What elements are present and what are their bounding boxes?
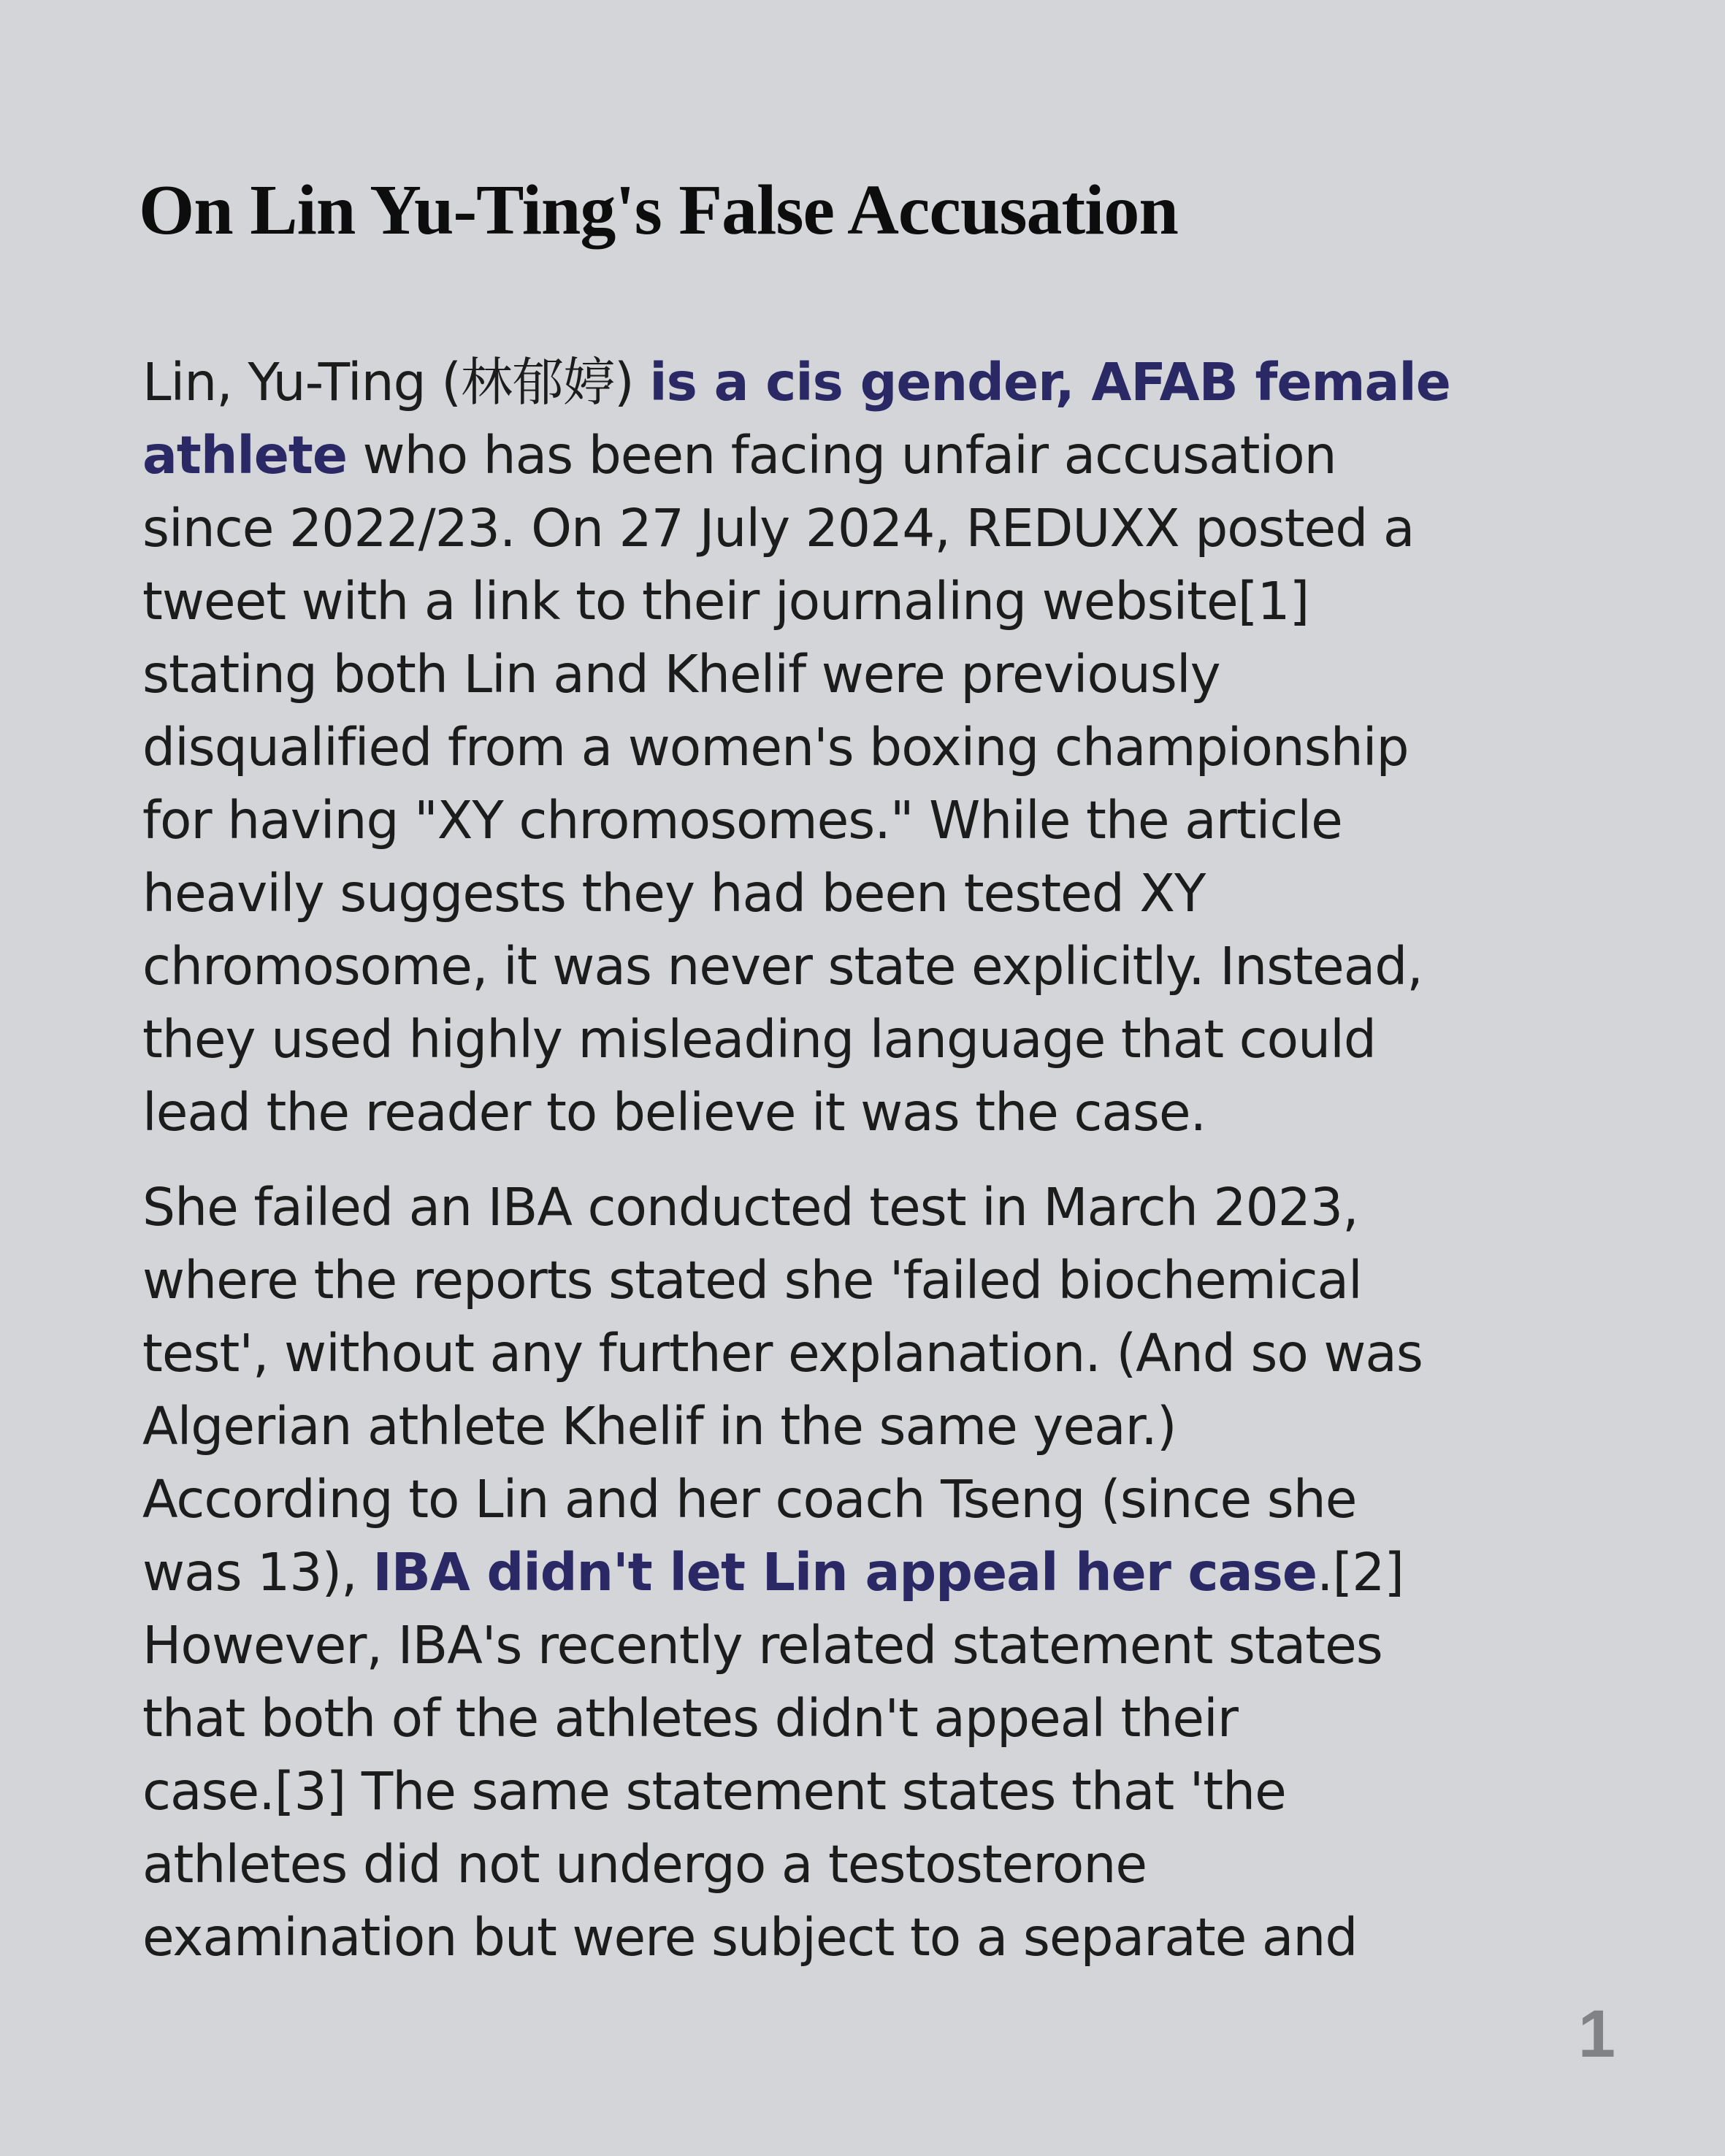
text-line: stating both Lin and Khelif were previously xyxy=(142,644,1220,705)
text-line: Algerian athlete Khelif in the same year.) xyxy=(142,1396,1177,1457)
highlighted-text: IBA didn't let Lin appeal her case xyxy=(372,1542,1317,1603)
text-line: She failed an IBA conducted test in March 2023, xyxy=(142,1177,1358,1238)
text-line: they used highly misleading language that could xyxy=(142,1009,1376,1070)
text-line: test', without any further explanation. (And so was xyxy=(142,1323,1423,1384)
page-title: On Lin Yu-Ting's False Accusation xyxy=(139,171,1178,250)
page-number: 1 xyxy=(1577,1997,1615,2071)
highlighted-text: athlete xyxy=(142,425,347,486)
text-line: However, IBA's recently related statement states xyxy=(142,1615,1382,1676)
text-line xyxy=(142,346,1515,419)
text-line: tweet with a link to their journaling website[1] xyxy=(142,571,1309,632)
text-line: chromosome, it was never state explicitly. Instead, xyxy=(142,936,1423,997)
text-line: heavily suggests they had been tested XY xyxy=(142,863,1206,924)
text-span: who has been facing unfair accusation xyxy=(346,425,1336,486)
text-line xyxy=(142,419,1515,492)
text-line: for having "XY chromosomes." While the article xyxy=(142,790,1342,851)
text-line: lead the reader to believe it was the case. xyxy=(142,1082,1206,1143)
text-line: that both of the athletes didn't appeal their xyxy=(142,1688,1238,1749)
text-line: since 2022/23. On 27 July 2024, REDUXX posted a xyxy=(142,498,1415,559)
text-line: disqualified from a women's boxing championship xyxy=(142,717,1409,778)
text-line: athletes did not undergo a testosterone xyxy=(142,1834,1147,1895)
text-line xyxy=(142,1536,1515,1609)
paragraph-2 xyxy=(142,1171,1515,1974)
text-line: According to Lin and her coach Tseng (since she xyxy=(142,1469,1357,1530)
text-line: where the reports stated she 'failed biochemical xyxy=(142,1250,1362,1311)
text-line: examination but were subject to a separate and xyxy=(142,1907,1358,1968)
highlighted-text: is a cis gender, AFAB female xyxy=(649,352,1450,413)
text-span: was 13), xyxy=(142,1542,373,1603)
article-body xyxy=(142,346,1515,1974)
text-line: case.[3] The same statement states that 'the xyxy=(142,1761,1286,1822)
text-span: .[2] xyxy=(1316,1542,1404,1603)
paragraph-1 xyxy=(142,346,1515,1149)
text-span: Lin, Yu-Ting (林郁婷) xyxy=(142,352,650,413)
